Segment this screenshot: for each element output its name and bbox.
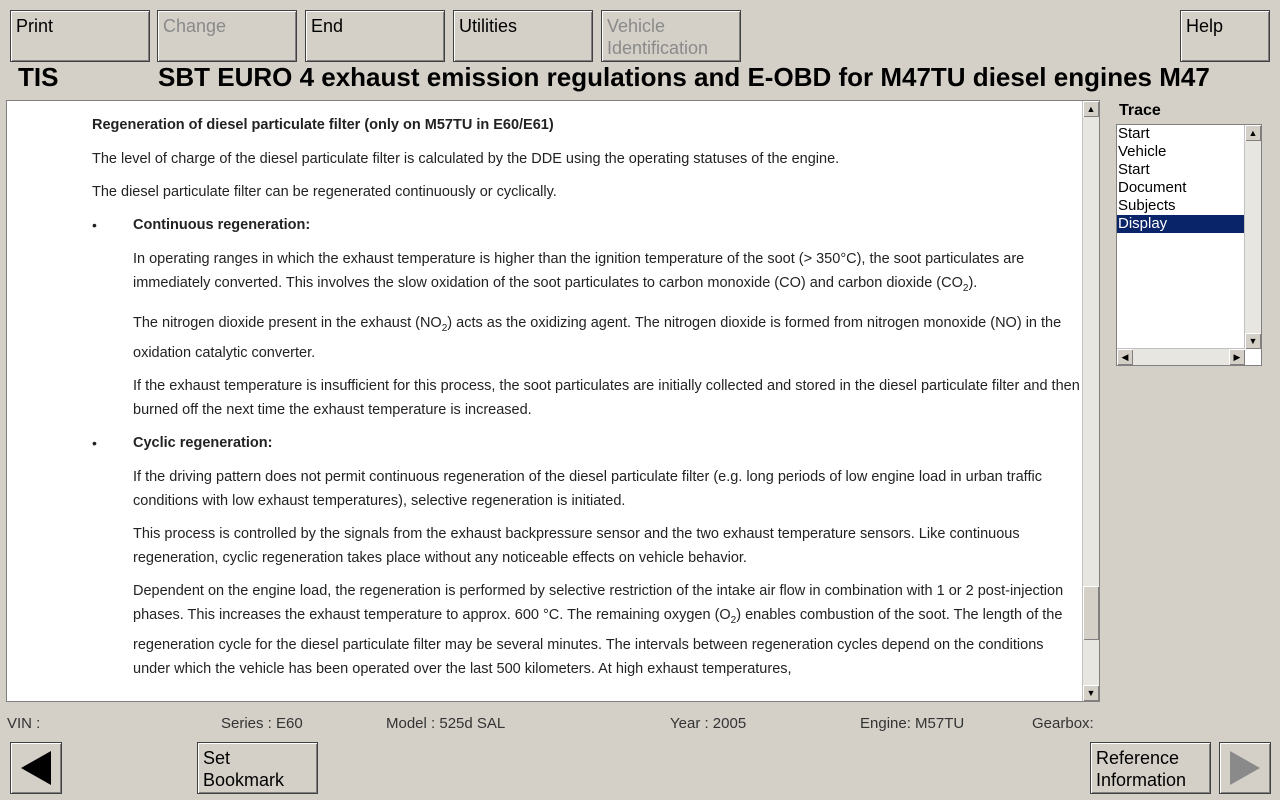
engine-field: Engine: M57TU bbox=[860, 715, 965, 732]
paragraph: The diesel particulate filter can be regenerated continuously or cyclically. bbox=[92, 184, 557, 200]
print-label: Print bbox=[16, 16, 54, 36]
trace-item[interactable]: Document bbox=[1118, 179, 1187, 196]
trace-label: Trace bbox=[1119, 102, 1161, 119]
text-run: The nitrogen dioxide present in the exhaust (NO bbox=[133, 314, 442, 331]
trace-scroll-up-icon[interactable]: ▲ bbox=[1245, 125, 1261, 141]
paragraph: If the exhaust temperature is insufficient for this process, the soot particulates are initially collected and stored in the diesel particulate filter and then burned off the next time the exhaust temperature is increased. bbox=[133, 377, 1080, 418]
change-button[interactable] bbox=[157, 10, 297, 62]
bullet-icon: • bbox=[92, 434, 97, 451]
scroll-thumb[interactable] bbox=[1083, 586, 1099, 640]
utilities-button[interactable] bbox=[453, 10, 593, 62]
reference-line1: Reference bbox=[1096, 748, 1180, 768]
change-label: Change bbox=[163, 16, 227, 36]
document-pane[interactable] bbox=[6, 100, 1100, 702]
trace-items bbox=[1117, 125, 1261, 233]
text-run: Dependent on the engine load, the regeneration is performed by selective restriction of the intake air flow in combination with 1 or 2 post-injection phases. This increases the exhaust temperature to approx. 600 °C. The remaining oxygen (O bbox=[133, 582, 1064, 623]
scroll-down-icon[interactable]: ▼ bbox=[1083, 685, 1099, 701]
bullet-icon: • bbox=[92, 217, 97, 233]
vehicle-id-line2: Identification bbox=[607, 38, 709, 58]
trace-scroll-down-icon[interactable]: ▼ bbox=[1245, 333, 1261, 349]
document-scrollbar[interactable] bbox=[1082, 101, 1099, 701]
reference-line2: Information bbox=[1096, 770, 1187, 790]
paragraph bbox=[133, 247, 1082, 301]
scroll-up-icon[interactable]: ▲ bbox=[1083, 101, 1099, 117]
utilities-label: Utilities bbox=[459, 16, 518, 36]
end-label: End bbox=[311, 16, 344, 36]
vehicle-status-bar bbox=[0, 711, 1280, 737]
section-heading: Regeneration of diesel particulate filter (only on M57TU in E60/E61) bbox=[92, 117, 554, 133]
text-run: In operating ranges in which the exhaust temperature is higher than the ignition temperature of the soot (> 350°C), the soot particulates are immediately converted. This involves the slow oxidation of the soot particulates to carbon monoxide (CO) and carbon dioxide (CO bbox=[133, 251, 1025, 291]
list-item bbox=[92, 431, 1082, 681]
paragraph: If the driving pattern does not permit continuous regeneration of the diesel particulate filter (e.g. long periods of low engine load in urban traffic conditions with low exhaust temperatures), selective regeneration is initiated. bbox=[133, 468, 1042, 509]
gearbox-field: Gearbox: bbox=[1032, 715, 1094, 732]
trace-scroll-left-icon[interactable]: ◀ bbox=[1117, 349, 1133, 365]
back-button[interactable] bbox=[10, 742, 62, 794]
trace-item[interactable]: Subjects bbox=[1118, 197, 1176, 214]
reference-information-button[interactable] bbox=[1090, 742, 1211, 794]
print-button[interactable] bbox=[10, 10, 150, 62]
trace-item[interactable]: Start bbox=[1118, 125, 1150, 142]
document-body bbox=[92, 101, 1082, 681]
trace-horizontal-scrollbar[interactable] bbox=[1117, 348, 1245, 365]
series-field: Series : E60 bbox=[221, 715, 303, 732]
list-item-title: Cyclic regeneration: bbox=[133, 434, 273, 451]
set-bookmark-button[interactable] bbox=[197, 742, 318, 794]
subscript: 2 bbox=[962, 282, 969, 294]
vehicle-identification-button[interactable] bbox=[601, 10, 741, 62]
model-field: Model : 525d SAL bbox=[386, 715, 506, 732]
trace-scroll-right-icon[interactable]: ▶ bbox=[1229, 349, 1245, 365]
arrow-right-icon bbox=[1220, 743, 1270, 793]
text-run: ) acts as the oxidizing agent. The nitrogen dioxide is formed from nitrogen monoxide (NO) in the oxidation catalytic converter. bbox=[133, 314, 1062, 361]
help-label: Help bbox=[1186, 16, 1224, 36]
subscript: 2 bbox=[441, 322, 448, 334]
arrow-left-icon bbox=[11, 743, 61, 793]
paragraph bbox=[133, 579, 1082, 681]
paragraph: This process is controlled by the signals from the exhaust backpressure sensor and the two exhaust temperature sensors. Like continuous regeneration, cyclic regeneration takes place without any noticeable effects on vehicle behavior. bbox=[133, 525, 1020, 566]
end-button[interactable] bbox=[305, 10, 445, 62]
bookmark-line1: Set bbox=[203, 748, 231, 768]
paragraph: The level of charge of the diesel particulate filter is calculated by the DDE using the operating statuses of the engine. bbox=[92, 151, 840, 167]
text-run: ). bbox=[968, 275, 978, 291]
subscript: 2 bbox=[730, 614, 737, 626]
trace-item[interactable]: Start bbox=[1118, 161, 1150, 178]
app-name: TIS bbox=[18, 62, 59, 92]
trace-item[interactable]: Display bbox=[1117, 215, 1244, 233]
trace-item[interactable]: Vehicle bbox=[1118, 143, 1167, 160]
paragraph bbox=[133, 311, 1082, 365]
trace-vertical-scrollbar[interactable] bbox=[1244, 125, 1261, 349]
vehicle-id-line1: Vehicle bbox=[607, 16, 666, 36]
year-field: Year : 2005 bbox=[670, 715, 747, 732]
forward-button[interactable] bbox=[1219, 742, 1271, 794]
text-run: ) enables combustion of the soot. The length of the regeneration cycle for the diesel particulate filter may be several minutes. The intervals between regeneration cycles depend on the conditions under which the vehicle has been operated over the last 500 kilometers. At high exhaust temperatures, bbox=[133, 606, 1063, 677]
trace-list[interactable] bbox=[1116, 124, 1262, 366]
list-item bbox=[92, 213, 1082, 422]
bookmark-line2: Bookmark bbox=[203, 770, 285, 790]
list-item-title: Continuous regeneration: bbox=[133, 217, 311, 233]
vin-field: VIN : bbox=[7, 715, 41, 732]
help-button[interactable] bbox=[1180, 10, 1270, 62]
page-title: SBT EURO 4 exhaust emission regulations and E-OBD for M47TU diesel engines M47 bbox=[158, 62, 1210, 92]
